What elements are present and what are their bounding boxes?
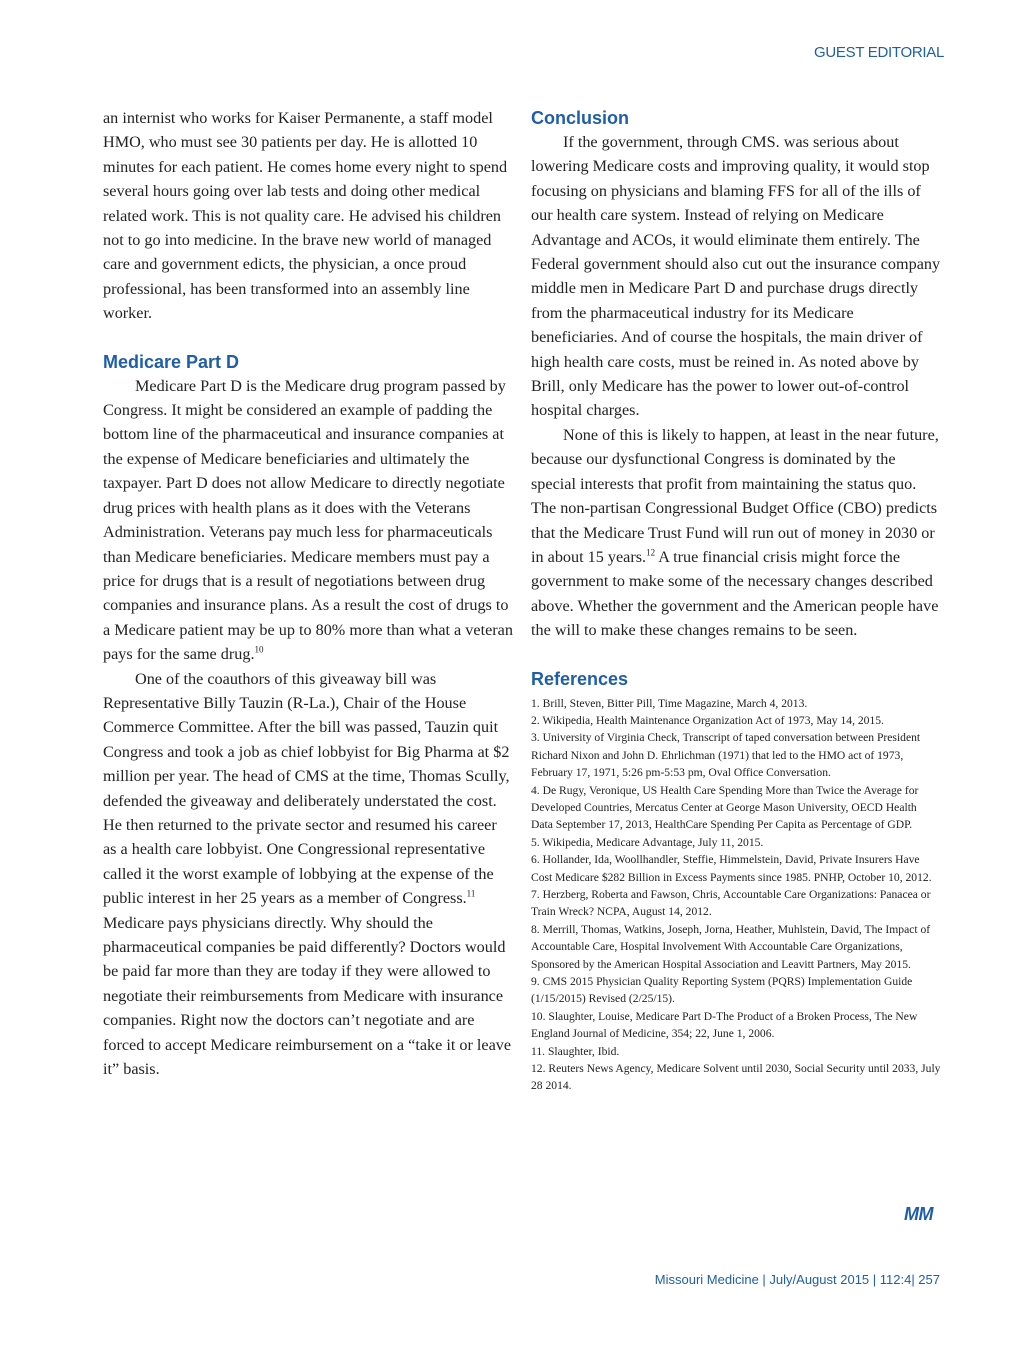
part-d-paragraph-1-text: Medicare Part D is the Medicare drug program passed by Congress. It might be considered an example of padding the bottom line of the pharmaceutical and insurance companies at the expense of Medicare beneficiaries and ultimately the taxpayer. Part D does not allow Medicare to directly negotiate drug prices with health plans as it does with the Veterans Administration. Veterans pay much less for pharmaceuticals than Medicare beneficiaries. Medicare members must pay a price for drugs that is a result of negotiations between drug companies and insurance plans. As a result the cost of drugs to a Medicare patient may be up to 80% more than what a veteran pays for the same drug. (103, 376, 513, 664)
reference-item: 3. University of Virginia Check, Transcript of taped conversation between President Richard Nixon and John D. Ehrlichman (1971) that led to the HMO act of 1973, February 17, 1971, 5:26 pm-5:53 pm, Oval Office Conversation. (531, 731, 921, 780)
citation-10: 10 (254, 644, 264, 655)
part-d-paragraph-2-text-b: Medicare pays physicians directly. Why should the pharmaceutical companies be paid differently? Doctors would be paid far more than they are today if they were allowed to negotiate their reimbursements from Medicare with insurance companies. Right now the doctors can’t negotiate and are forced to accept Medicare reimbursement on a “take it or leave it” basis. (103, 913, 512, 1079)
reference-item: 7. Herzberg, Roberta and Fawson, Chris, Accountable Care Organizations: Panacea or Train Wreck? NCPA, August 14, 2012. (531, 888, 931, 919)
intro-paragraph: an internist who works for Kaiser Permanente, a staff model HMO, who must see 30 patients per day. He is allotted 10 minutes for each patient. He comes home every night to spend several hours going over lab tests and doing other medical related work. This is not quality care. He advised his children not to go into medicine. In the brave new world of managed care and government edicts, the physician, a once proud professional, has been transformed into an assembly line worker. (103, 109, 508, 323)
reference-item: 5. Wikipedia, Medicare Advantage, July 11, 2015. (531, 835, 764, 849)
part-d-heading: Medicare Part D (103, 351, 240, 372)
end-mark-logo: MM (904, 1204, 933, 1224)
reference-item: 12. Reuters News Agency, Medicare Solvent until 2030, Social Security until 2033, July 28 2014. (531, 1062, 941, 1093)
reference-item: 8. Merrill, Thomas, Watkins, Joseph, Jorna, Heather, Muhlstein, David, The Impact of Accountable Care, Hospital Involvement With Accountable Care Organizations, Sponsored by the American Hospital Association and Leavitt Partners, May 2015. (531, 922, 931, 971)
reference-item: 11. Slaughter, Ibid. (531, 1044, 620, 1058)
reference-item: 4. De Rugy, Veronique, US Health Care Spending More than Twice the Average for Developed Countries, Mercatus Center at George Mason University, OECD Health Data September 17, 2013, HealthCare Spending Per Capita as Percentage of GDP. (531, 783, 919, 832)
reference-item: 1. Brill, Steven, Bitter Pill, Time Magazine, March 4, 2013. (531, 696, 808, 710)
conclusion-paragraph-2 (531, 423, 941, 643)
right-column (531, 106, 941, 1095)
citation-12: 12 (646, 547, 656, 558)
references-heading: References (531, 668, 629, 689)
reference-item: 2. Wikipedia, Health Maintenance Organization Act of 1973, May 14, 2015. (531, 713, 884, 727)
citation-11: 11 (466, 888, 476, 899)
conclusion-paragraph-2-text-b: A true financial crisis might force the government to make some of the necessary changes described above. Whether the government and the American people have the will to make these changes remains to be seen. (531, 547, 939, 640)
references-list (531, 695, 941, 1095)
reference-item: 6. Hollander, Ida, Woollhandler, Steffie, Himmelstein, David, Private Insurers Have Cost Medicare $282 Billion in Excess Payments since 1985. PNHP, October 10, 2012. (531, 853, 932, 884)
left-column (103, 106, 513, 1081)
reference-item: 9. CMS 2015 Physician Quality Reporting System (PQRS) Implementation Guide (1/15/2015) Revised (2/25/15). (531, 975, 913, 1006)
conclusion-paragraph-2-text-a: None of this is likely to happen, at least in the near future, because our dysfunctional Congress is dominated by the special interests that profit from maintaining the status quo. The non-partisan Congressional Budget Office (CBO) predicts that the Medicare Trust Fund will run out of money in 2030 or in about 15 years. (531, 425, 939, 566)
reference-item: 10. Slaughter, Louise, Medicare Part D-The Product of a Broken Process, The New England Journal of Medicine, 354; 22, June 1, 2006. (531, 1009, 918, 1041)
part-d-paragraph-1 (103, 374, 513, 667)
part-d-paragraph-2-text-a: One of the coauthors of this giveaway bill was Representative Billy Tauzin (R-La.), Chair of the House Commerce Committee. After the bill was passed, Tauzin quit Congress and took a job as chief lobbyist for Big Pharma at $2 million per year. The head of CMS at the time, Thomas Scully, defended the giveaway and deliberately understated the cost. He then returned to the private sector and resumed his career as a health care lobbyist. One Congressional representative called it the worst example of lobbying at the expense of the public interest in her 25 years as a member of Congress. (103, 669, 510, 908)
page-footer: Missouri Medicine | July/August 2015 | 112:4| 257 (654, 1272, 940, 1287)
section-label: GUEST EDITORIAL (814, 44, 944, 61)
conclusion-heading: Conclusion (531, 108, 629, 128)
conclusion-paragraph-1: If the government, through CMS. was serious about lowering Medicare costs and improving quality, it would stop focusing on physicians and blaming FFS for all of the ills of our health care system. Instead of relying on Medicare Advantage and ACOs, it would eliminate them entirely. The Federal government should also cut out the insurance company middle men in Medicare Part D and purchase drugs directly from the pharmaceutical industry for its Medicare beneficiaries. And of course the hospitals, the main driver of high health care costs, must be reined in. As noted above by Brill, only Medicare has the power to lower out-of-control hospital charges. (531, 133, 941, 420)
part-d-paragraph-2 (103, 667, 513, 1082)
